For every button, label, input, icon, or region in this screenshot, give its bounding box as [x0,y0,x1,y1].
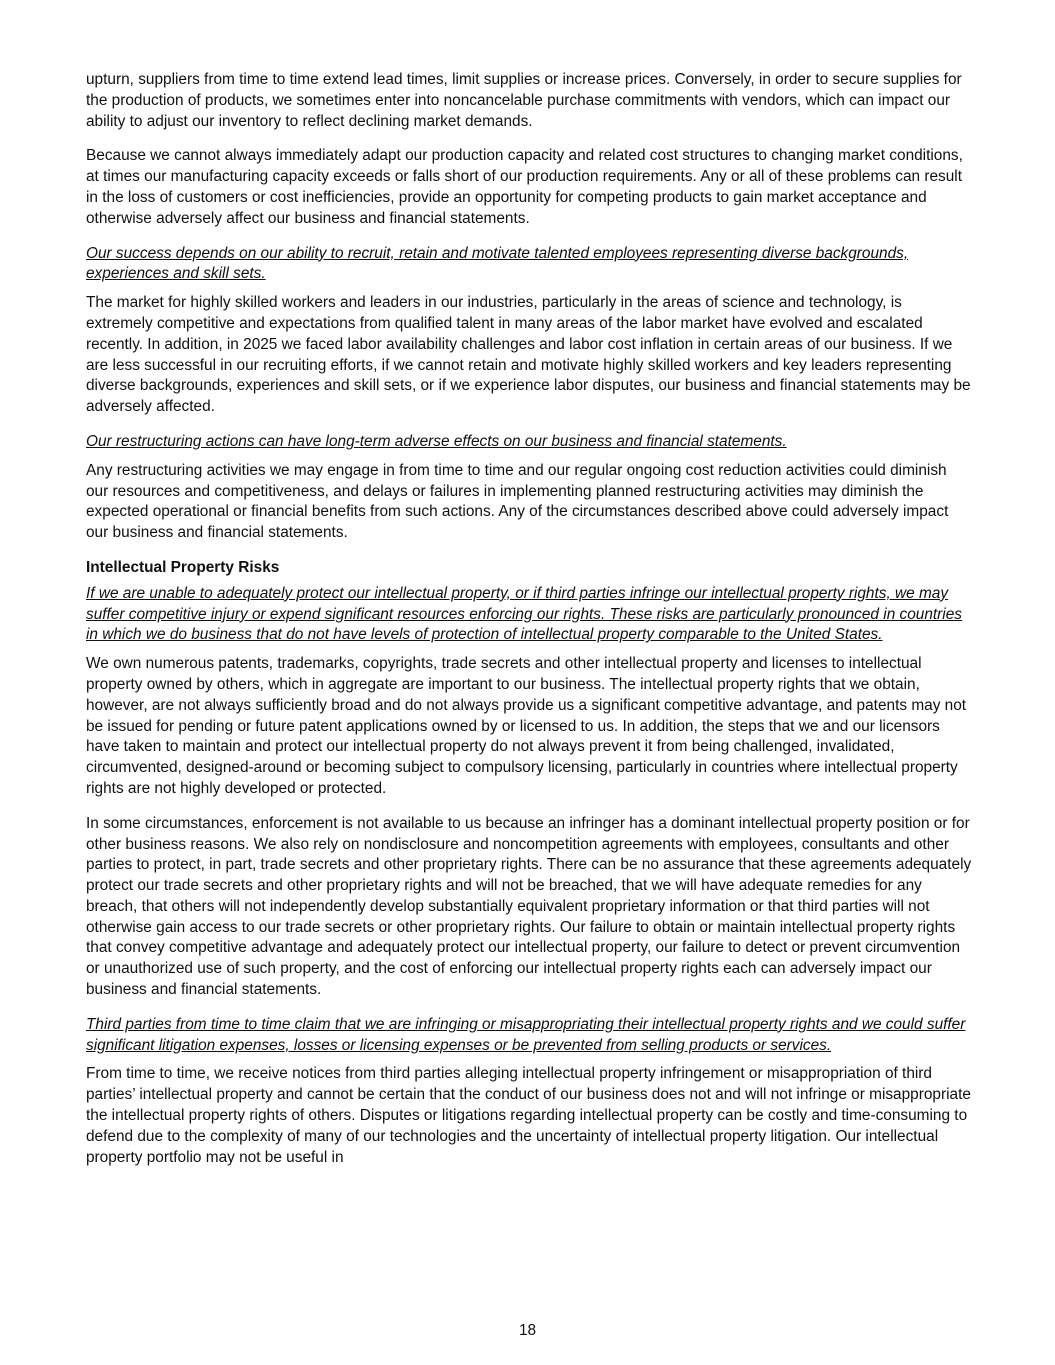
risk-heading-ip-protection: If we are unable to adequately protect our intellectual property, or if third parties infringe our intellectual property rights, we may suffer competitive injury or expend significant resources enforcing our rights. These risks are particularly pronounced in countries in which we do business that do not have levels of protection of intellectual property comparable to the United States. [86,584,962,644]
paragraph-ip-ownership: We own numerous patents, trademarks, copyrights, trade secrets and other intellectual property and licenses to intellectual property owned by others, which in aggregate are important to our business. The intellectual property rights that we obtain, however, are not always sufficiently broad and do not always provide us a significant competitive advantage, and patents may not be issued for pending or future patent applications owned by or licensed to us. In addition, the steps that we and our licensors have taken to maintain and protect our intellectual property do not always prevent it from being challenged, invalidated, circumvented, designed-around or becoming subject to compulsory licensing, particularly in countries where intellectual property rights are not highly developed or protected. [86,655,967,797]
page-number: 18 [518,1322,537,1339]
paragraph-ip-notices: From time to time, we receive notices from third parties alleging intellectual property infringement or misappropriation of third parties’ intellectual property and cannot be certain that the conduct of our business does not and will not infringe or misappropriate the intellectual property rights of others. Disputes or litigations regarding intellectual property can be costly and time-consuming to defend due to the complexity of many of our technologies and the uncertainty of intellectual property litigation. Our intellectual property portfolio may not be useful in [86,1065,971,1166]
document-page [86,70,972,1182]
paragraph-supplier-lead-times: upturn, suppliers from time to time extend lead times, limit supplies or increase prices. Conversely, in order to secure supplies for the production of products, we sometimes enter into noncancelable purchase commitments with vendors, which can impact our ability to adjust our inventory to reflect declining market demands. [86,71,962,130]
risk-heading-ip-infringement: Third parties from time to time claim that we are infringing or misappropriating their intellectual property rights and we could suffer significant litigation expenses, losses or licensing expenses or be prevented from selling products or services. [86,1015,966,1054]
risk-heading-talent: Our success depends on our ability to recruit, retain and motivate talented employees representing diverse backgrounds, experiences and skill sets. [86,244,909,283]
paragraph-labor-market: The market for highly skilled workers and leaders in our industries, particularly in the areas of science and technology, is extremely competitive and expectations from qualified talent in many areas of the labor market have evolved and escalated recently. In addition, in 2025 we faced labor availability challenges and labor cost inflation in certain areas of our business. If we are less successful in our recruiting efforts, if we cannot retain and motivate highly skilled workers and key leaders representing diverse backgrounds, experiences and skill sets, or if we experience labor disputes, our business and financial statements may be adversely affected. [86,294,971,416]
paragraph-ip-enforcement: In some circumstances, enforcement is not available to us because an infringer has a dominant intellectual property position or for other business reasons. We also rely on nondisclosure and noncompetition agreements with employees, consultants and other parties to protect, in part, trade secrets and other proprietary rights. There can be no assurance that these agreements adequately protect our trade secrets and other proprietary rights and will not be breached, that we will have adequate remedies for any breach, that others will not independently develop substantially equivalent proprietary information or that third parties will not otherwise gain access to our trade secrets or other proprietary rights. Our failure to obtain or maintain intellectual property rights that convey competitive advantage and adequately protect our intellectual property, our failure to detect or prevent circumvention or unauthorized use of such property, and the cost of enforcing our intellectual property rights each can adversely impact our business and financial statements. [86,814,972,999]
risk-heading-restructuring: Our restructuring actions can have long-term adverse effects on our business and financial statements. [86,432,787,450]
paragraph-restructuring: Any restructuring activities we may engage in from time to time and our regular ongoing cost reduction activities could diminish our resources and competitiveness, and delays or failures in implementing planned restructuring activities may diminish the expected operational or financial benefits from such actions. Any of the circumstances described above could adversely impact our business and financial statements. [86,461,949,542]
section-title-ip-risks: Intellectual Property Risks [86,558,280,576]
paragraph-production-capacity: Because we cannot always immediately adapt our production capacity and related cost structures to changing market conditions, at times our manufacturing capacity exceeds or falls short of our production requirements. Any or all of these problems can result in the loss of customers or cost inefficiencies, provide an opportunity for competing products to gain market acceptance and otherwise adversely affect our business and financial statements. [86,147,963,227]
